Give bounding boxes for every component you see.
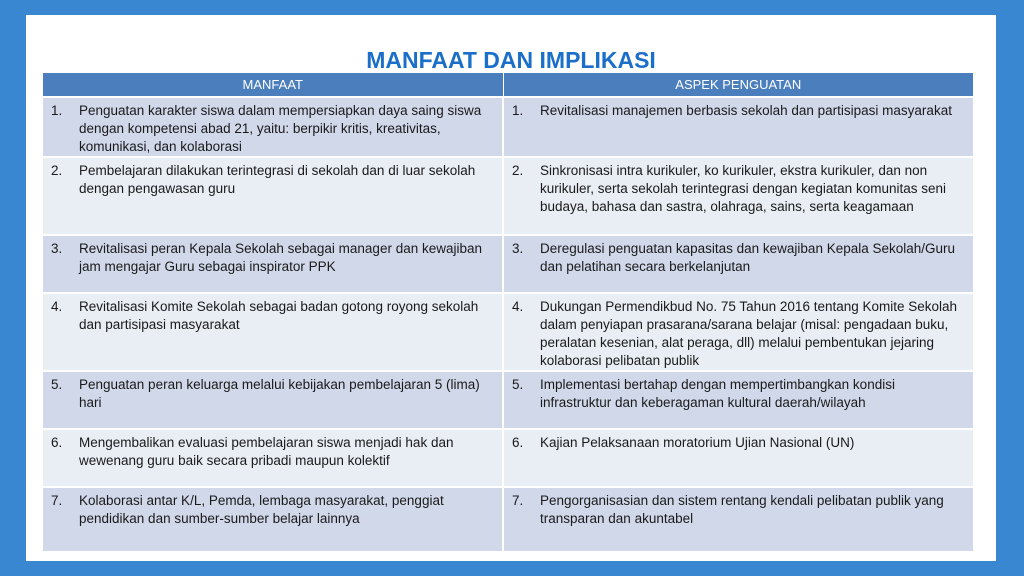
table-row: [43, 429, 973, 487]
table-header-row: [43, 73, 973, 97]
table-row: [43, 371, 973, 429]
item-text: Kajian Pelaksanaan moratorium Ujian Nasional (UN): [540, 435, 855, 450]
table-row: [43, 487, 973, 551]
item-number: 1.: [51, 103, 63, 118]
item-text: Pembelajaran dilakukan terintegrasi di sekolah dan di luar sekolah dengan pengawasan guru: [79, 163, 476, 196]
item-text: Sinkronisasi intra kurikuler, ko kurikuler, ekstra kurikuler, dan non kurikuler, serta sekolah terintegrasi dengan kegiatan komunitas seni budaya, bahasa dan sastra, olahraga, sains, serta keagamaan: [540, 163, 946, 214]
table-row: [43, 235, 973, 293]
aspek-cell: [503, 235, 973, 293]
column-header-manfaat: MANFAAT: [43, 73, 503, 97]
item-number: 4.: [51, 299, 63, 314]
item-number: 3.: [51, 241, 63, 256]
slide: [26, 15, 996, 561]
page-title: MANFAAT DAN IMPLIKASI: [366, 47, 656, 73]
column-header-aspek-penguatan: ASPEK PENGUATAN: [503, 73, 973, 97]
table-row: [43, 293, 973, 371]
manfaat-cell: [43, 429, 503, 487]
aspek-cell: [503, 487, 973, 551]
manfaat-cell: [43, 157, 503, 235]
aspek-cell: [503, 157, 973, 235]
item-text: Revitalisasi Komite Sekolah sebagai badan gotong royong sekolah dan partisipasi masyarakat: [79, 299, 479, 332]
item-number: 2.: [51, 163, 63, 178]
item-number: 5.: [51, 377, 63, 392]
item-number: 6.: [512, 435, 524, 450]
item-text: Mengembalikan evaluasi pembelajaran siswa menjadi hak dan wewenang guru baik secara pribadi maupun kolektif: [79, 435, 454, 468]
item-number: 3.: [512, 241, 524, 256]
item-number: 1.: [512, 103, 524, 118]
item-text: Pengorganisasian dan sistem rentang kendali pelibatan publik yang transparan dan akuntabel: [540, 493, 944, 526]
manfaat-cell: [43, 371, 503, 429]
manfaat-cell: [43, 293, 503, 371]
item-text: Revitalisasi manajemen berbasis sekolah dan partisipasi masyarakat: [540, 103, 952, 118]
table-row: [43, 97, 973, 157]
item-text: Implementasi bertahap dengan mempertimbangkan kondisi infrastruktur dan keberagaman kultural daerah/wilayah: [540, 377, 895, 410]
item-number: 5.: [512, 377, 524, 392]
item-text: Revitalisasi peran Kepala Sekolah sebagai manager dan kewajiban jam mengajar Guru sebagai inspirator PPK: [79, 241, 483, 274]
manfaat-cell: [43, 487, 503, 551]
item-text: Dukungan Permendikbud No. 75 Tahun 2016 tentang Komite Sekolah dalam penyiapan prasarana/sarana belajar (misal: pengadaan buku, peralatan kesenian, alat peraga, dll) melalui pembentukan jejaring kolaborasi pelibatan publik: [540, 299, 958, 368]
item-number: 4.: [512, 299, 524, 314]
aspek-cell: [503, 293, 973, 371]
table-row: [43, 157, 973, 235]
manfaat-cell: [43, 97, 503, 157]
aspek-cell: [503, 429, 973, 487]
item-text: Deregulasi penguatan kapasitas dan kewajiban Kepala Sekolah/Guru dan pelatihan secara berkelanjutan: [540, 241, 956, 274]
manfaat-cell: [43, 235, 503, 293]
item-number: 7.: [51, 493, 63, 508]
item-number: 2.: [512, 163, 524, 178]
item-number: 6.: [51, 435, 63, 450]
item-text: Penguatan karakter siswa dalam mempersiapkan daya saing siswa dengan kompetensi abad 21, yaitu: berpikir kritis, kreativitas, komunikasi, dan kolaborasi: [79, 103, 482, 154]
benefits-table: [43, 73, 973, 551]
item-text: Penguatan peran keluarga melalui kebijakan pembelajaran 5 (lima) hari: [79, 377, 480, 410]
aspek-cell: [503, 371, 973, 429]
item-text: Kolaborasi antar K/L, Pemda, lembaga masyarakat, penggiat pendidikan dan sumber-sumber belajar lainnya: [79, 493, 444, 526]
item-number: 7.: [512, 493, 524, 508]
aspek-cell: [503, 97, 973, 157]
